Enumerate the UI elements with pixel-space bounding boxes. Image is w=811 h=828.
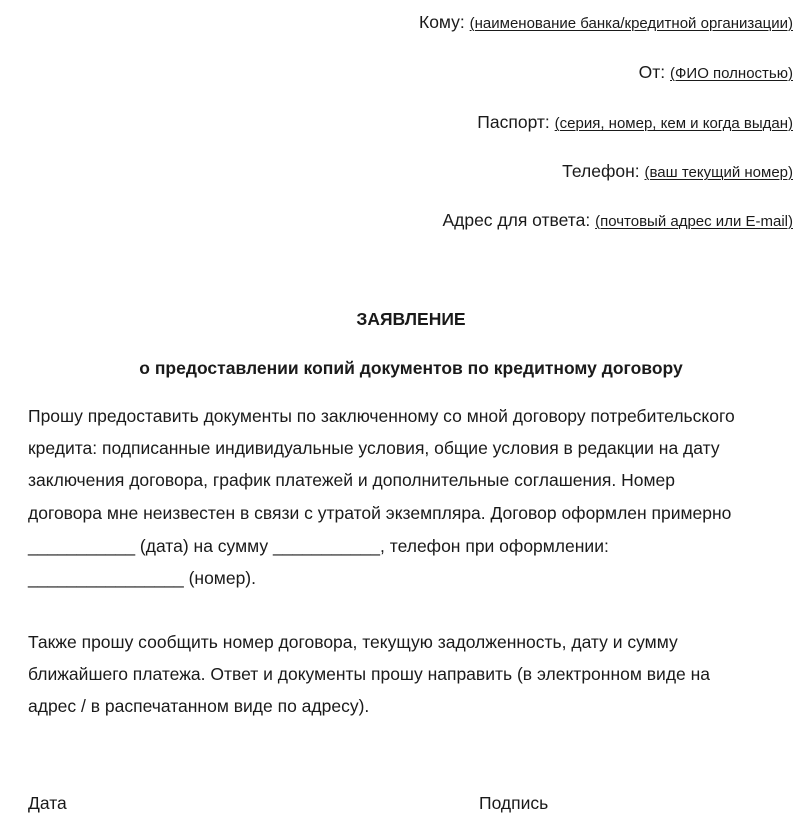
reply-address-line	[442, 209, 793, 233]
paragraph1-line: Прошу предоставить документы по заключенному со мной договору потребительского	[28, 406, 735, 426]
paragraph1-line: договора мне неизвестен в связи с утратой экземпляра. Договор оформлен примерно	[28, 503, 732, 523]
passport-placeholder: (серия, номер, кем и когда выдан)	[554, 115, 793, 132]
signature-label: Подпись	[479, 793, 549, 813]
date-label: Дата	[28, 793, 67, 813]
paragraph2-line: Также прошу сообщить номер договора, текущую задолженность, дату и сумму	[28, 632, 678, 652]
reply-address-placeholder: (почтовый адрес или E-mail)	[595, 213, 793, 230]
phone-label: Телефон:	[562, 161, 645, 181]
passport-label: Паспорт:	[477, 112, 555, 132]
paragraph1-line: заключения договора, график платежей и дополнительные соглашения. Номер	[28, 470, 675, 490]
phone-line	[562, 160, 793, 184]
sender-label: От:	[638, 62, 671, 82]
sender-placeholder: (ФИО полностью)	[670, 65, 793, 82]
paragraph2-line: адрес / в распечатанном виде по адресу).	[28, 696, 370, 716]
recipient-placeholder: (наименование банка/кредитной организации)	[469, 15, 793, 32]
document-subtitle: о предоставлении копий документов по кредитному договору	[139, 358, 683, 378]
recipient-line	[419, 11, 793, 35]
paragraph1-line: кредита: подписанные индивидуальные условия, общие условия в редакции на дату	[28, 438, 720, 458]
paragraph2-line: ближайшего платежа. Ответ и документы прошу направить (в электронном виде на	[28, 664, 711, 684]
reply-address-label: Адрес для ответа:	[442, 210, 596, 230]
document-title: ЗАЯВЛЕНИЕ	[356, 309, 466, 329]
phone-placeholder: (ваш текущий номер)	[644, 164, 793, 181]
paragraph1-line: ___________ (дата) на сумму ___________, телефон при оформлении:	[28, 536, 609, 556]
paragraph1-line: ________________ (номер).	[28, 568, 256, 588]
passport-line	[477, 111, 793, 135]
recipient-label: Кому:	[419, 12, 470, 32]
sender-line	[639, 61, 793, 85]
